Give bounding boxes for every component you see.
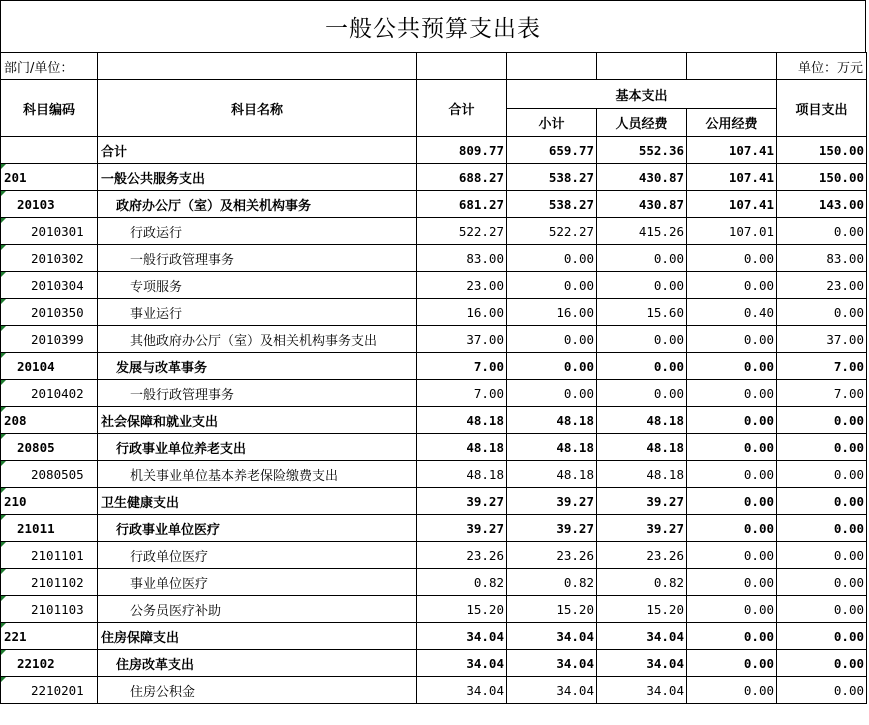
- subtotal-cell[interactable]: 16.00: [507, 299, 597, 326]
- subtotal-cell[interactable]: 34.04: [507, 623, 597, 650]
- public-cell[interactable]: 0.40: [687, 299, 777, 326]
- subject-name-cell[interactable]: 一般公共服务支出: [98, 164, 417, 191]
- total-cell[interactable]: 48.18: [417, 461, 507, 488]
- subject-name-cell[interactable]: 行政事业单位医疗: [98, 515, 417, 542]
- public-cell[interactable]: 0.00: [687, 623, 777, 650]
- total-cell[interactable]: 23.26: [417, 542, 507, 569]
- meta-empty-cell[interactable]: [687, 53, 777, 80]
- table-row: [1, 326, 867, 353]
- table-row: [1, 677, 867, 704]
- subject-name-cell[interactable]: 行政事业单位养老支出: [98, 434, 417, 461]
- table-row: [1, 218, 867, 245]
- project-cell[interactable]: 0.00: [777, 407, 867, 434]
- subject-code-cell[interactable]: 2010350: [1, 299, 98, 326]
- subtotal-cell[interactable]: 0.00: [507, 380, 597, 407]
- project-cell[interactable]: 37.00: [777, 326, 867, 353]
- subtotal-cell[interactable]: 0.00: [507, 245, 597, 272]
- personnel-cell[interactable]: 48.18: [597, 461, 687, 488]
- project-cell[interactable]: 83.00: [777, 245, 867, 272]
- subject-code-cell[interactable]: 21011: [1, 515, 98, 542]
- public-cell[interactable]: 0.00: [687, 677, 777, 704]
- subject-code-cell[interactable]: 2010399: [1, 326, 98, 353]
- meta-row: [1, 53, 867, 80]
- subject-code-cell[interactable]: 210: [1, 488, 98, 515]
- personnel-cell[interactable]: 48.18: [597, 434, 687, 461]
- public-cell[interactable]: 0.00: [687, 407, 777, 434]
- total-cell[interactable]: 48.18: [417, 434, 507, 461]
- personnel-cell[interactable]: 39.27: [597, 515, 687, 542]
- subtotal-cell[interactable]: 48.18: [507, 407, 597, 434]
- total-cell[interactable]: 37.00: [417, 326, 507, 353]
- subject-code-cell[interactable]: 2210201: [1, 677, 98, 704]
- public-cell[interactable]: 0.00: [687, 353, 777, 380]
- table-row: [1, 137, 867, 164]
- public-cell[interactable]: 107.41: [687, 164, 777, 191]
- public-cell[interactable]: 107.41: [687, 137, 777, 164]
- project-cell[interactable]: 0.00: [777, 218, 867, 245]
- project-cell[interactable]: 7.00: [777, 380, 867, 407]
- subject-name-cell[interactable]: 事业单位医疗: [98, 569, 417, 596]
- subject-code-cell[interactable]: 2080505: [1, 461, 98, 488]
- subtotal-cell[interactable]: 0.00: [507, 326, 597, 353]
- meta-empty-cell[interactable]: [597, 53, 687, 80]
- subject-name-cell[interactable]: 其他政府办公厅（室）及相关机构事务支出: [98, 326, 417, 353]
- table-row: [1, 569, 867, 596]
- subtotal-cell[interactable]: 538.27: [507, 191, 597, 218]
- total-cell[interactable]: 83.00: [417, 245, 507, 272]
- table-row: [1, 245, 867, 272]
- subtotal-cell[interactable]: 34.04: [507, 677, 597, 704]
- public-cell[interactable]: 0.00: [687, 569, 777, 596]
- meta-empty-cell[interactable]: [417, 53, 507, 80]
- public-cell[interactable]: 0.00: [687, 380, 777, 407]
- subtotal-cell[interactable]: 48.18: [507, 461, 597, 488]
- total-cell[interactable]: 16.00: [417, 299, 507, 326]
- public-cell[interactable]: 107.41: [687, 191, 777, 218]
- total-cell[interactable]: 34.04: [417, 650, 507, 677]
- subject-name-cell[interactable]: 事业运行: [98, 299, 417, 326]
- header-project[interactable]: 项目支出: [777, 80, 867, 137]
- total-cell[interactable]: 15.20: [417, 596, 507, 623]
- table-row: [1, 515, 867, 542]
- project-cell[interactable]: 0.00: [777, 488, 867, 515]
- subject-name-cell[interactable]: 发展与改革事务: [98, 353, 417, 380]
- subject-code-cell[interactable]: 2010402: [1, 380, 98, 407]
- subtotal-cell[interactable]: 538.27: [507, 164, 597, 191]
- personnel-cell[interactable]: 0.82: [597, 569, 687, 596]
- personnel-cell[interactable]: 23.26: [597, 542, 687, 569]
- subject-code-cell[interactable]: 20103: [1, 191, 98, 218]
- subject-code-cell[interactable]: 221: [1, 623, 98, 650]
- public-cell[interactable]: 0.00: [687, 596, 777, 623]
- public-cell[interactable]: 107.01: [687, 218, 777, 245]
- subject-name-cell[interactable]: 行政运行: [98, 218, 417, 245]
- personnel-cell[interactable]: 0.00: [597, 245, 687, 272]
- public-cell[interactable]: 0.00: [687, 461, 777, 488]
- project-cell[interactable]: 0.00: [777, 515, 867, 542]
- public-cell[interactable]: 0.00: [687, 272, 777, 299]
- subject-name-cell[interactable]: 卫生健康支出: [98, 488, 417, 515]
- public-cell[interactable]: 0.00: [687, 488, 777, 515]
- dept-value-cell[interactable]: [98, 53, 417, 80]
- total-cell[interactable]: 34.04: [417, 677, 507, 704]
- project-cell[interactable]: 150.00: [777, 137, 867, 164]
- personnel-cell[interactable]: 0.00: [597, 326, 687, 353]
- project-cell[interactable]: 0.00: [777, 461, 867, 488]
- header-name[interactable]: 科目名称: [98, 80, 417, 137]
- personnel-cell[interactable]: 34.04: [597, 650, 687, 677]
- project-cell[interactable]: 23.00: [777, 272, 867, 299]
- dept-label-cell[interactable]: 部门/单位：: [1, 53, 98, 80]
- personnel-cell[interactable]: 15.60: [597, 299, 687, 326]
- table-row: [1, 299, 867, 326]
- project-cell[interactable]: 150.00: [777, 164, 867, 191]
- total-cell[interactable]: 809.77: [417, 137, 507, 164]
- total-cell[interactable]: 39.27: [417, 515, 507, 542]
- subject-code-cell[interactable]: 201: [1, 164, 98, 191]
- subtotal-cell[interactable]: 0.00: [507, 272, 597, 299]
- subject-name-cell[interactable]: 住房公积金: [98, 677, 417, 704]
- table-row: [1, 650, 867, 677]
- personnel-cell[interactable]: 15.20: [597, 596, 687, 623]
- table-row: [1, 461, 867, 488]
- personnel-cell[interactable]: 430.87: [597, 191, 687, 218]
- subtotal-cell[interactable]: 39.27: [507, 515, 597, 542]
- subject-name-cell[interactable]: 一般行政管理事务: [98, 245, 417, 272]
- subtotal-cell[interactable]: 23.26: [507, 542, 597, 569]
- table-row: [1, 542, 867, 569]
- personnel-cell[interactable]: 34.04: [597, 677, 687, 704]
- header-personnel[interactable]: 人员经费: [597, 109, 687, 137]
- total-cell[interactable]: 0.82: [417, 569, 507, 596]
- table-row: [1, 191, 867, 218]
- project-cell[interactable]: 7.00: [777, 353, 867, 380]
- sheet-title: 一般公共预算支出表: [0, 0, 866, 52]
- subject-code-cell[interactable]: 2010301: [1, 218, 98, 245]
- header-code[interactable]: 科目编码: [1, 80, 98, 137]
- header-public[interactable]: 公用经费: [687, 109, 777, 137]
- project-cell[interactable]: 0.00: [777, 650, 867, 677]
- total-cell[interactable]: 48.18: [417, 407, 507, 434]
- header-basic[interactable]: 基本支出: [507, 80, 777, 109]
- subtotal-cell[interactable]: 15.20: [507, 596, 597, 623]
- table-row: [1, 380, 867, 407]
- personnel-cell[interactable]: 0.00: [597, 380, 687, 407]
- public-cell[interactable]: 0.00: [687, 650, 777, 677]
- subject-code-cell[interactable]: 2101102: [1, 569, 98, 596]
- subject-name-cell[interactable]: 机关事业单位基本养老保险缴费支出: [98, 461, 417, 488]
- total-cell[interactable]: 7.00: [417, 380, 507, 407]
- subtotal-cell[interactable]: 659.77: [507, 137, 597, 164]
- subject-code-cell[interactable]: 2010302: [1, 245, 98, 272]
- subject-name-cell[interactable]: 行政单位医疗: [98, 542, 417, 569]
- subject-name-cell[interactable]: 合计: [98, 137, 417, 164]
- subtotal-cell[interactable]: 0.00: [507, 353, 597, 380]
- subject-code-cell[interactable]: 2101101: [1, 542, 98, 569]
- total-cell[interactable]: 522.27: [417, 218, 507, 245]
- total-cell[interactable]: 688.27: [417, 164, 507, 191]
- subtotal-cell[interactable]: 522.27: [507, 218, 597, 245]
- project-cell[interactable]: 0.00: [777, 569, 867, 596]
- subject-code-cell[interactable]: 2010304: [1, 272, 98, 299]
- public-cell[interactable]: 0.00: [687, 245, 777, 272]
- project-cell[interactable]: 0.00: [777, 299, 867, 326]
- subject-name-cell[interactable]: 住房保障支出: [98, 623, 417, 650]
- public-cell[interactable]: 0.00: [687, 542, 777, 569]
- subject-name-cell[interactable]: 社会保障和就业支出: [98, 407, 417, 434]
- total-cell[interactable]: 39.27: [417, 488, 507, 515]
- table-row: [1, 434, 867, 461]
- total-cell[interactable]: 23.00: [417, 272, 507, 299]
- personnel-cell[interactable]: 48.18: [597, 407, 687, 434]
- subject-code-cell[interactable]: [1, 137, 98, 164]
- budget-table: [0, 52, 867, 704]
- personnel-cell[interactable]: 552.36: [597, 137, 687, 164]
- project-cell[interactable]: 0.00: [777, 677, 867, 704]
- total-cell[interactable]: 7.00: [417, 353, 507, 380]
- subtotal-cell[interactable]: 48.18: [507, 434, 597, 461]
- project-cell[interactable]: 0.00: [777, 596, 867, 623]
- personnel-cell[interactable]: 0.00: [597, 353, 687, 380]
- subject-code-cell[interactable]: 20104: [1, 353, 98, 380]
- personnel-cell[interactable]: 34.04: [597, 623, 687, 650]
- personnel-cell[interactable]: 415.26: [597, 218, 687, 245]
- header-row-1: [1, 80, 867, 109]
- personnel-cell[interactable]: 39.27: [597, 488, 687, 515]
- project-cell[interactable]: 0.00: [777, 434, 867, 461]
- subject-code-cell[interactable]: 22102: [1, 650, 98, 677]
- project-cell[interactable]: 143.00: [777, 191, 867, 218]
- subject-name-cell[interactable]: 一般行政管理事务: [98, 380, 417, 407]
- subtotal-cell[interactable]: 34.04: [507, 650, 597, 677]
- public-cell[interactable]: 0.00: [687, 326, 777, 353]
- table-row: [1, 623, 867, 650]
- subject-name-cell[interactable]: 住房改革支出: [98, 650, 417, 677]
- total-cell[interactable]: 34.04: [417, 623, 507, 650]
- table-row: [1, 596, 867, 623]
- personnel-cell[interactable]: 430.87: [597, 164, 687, 191]
- subject-name-cell[interactable]: 专项服务: [98, 272, 417, 299]
- table-row: [1, 164, 867, 191]
- project-cell[interactable]: 0.00: [777, 542, 867, 569]
- subject-code-cell[interactable]: 208: [1, 407, 98, 434]
- project-cell[interactable]: 0.00: [777, 623, 867, 650]
- public-cell[interactable]: 0.00: [687, 515, 777, 542]
- table-row: [1, 407, 867, 434]
- subtotal-cell[interactable]: 0.82: [507, 569, 597, 596]
- header-subtotal[interactable]: 小计: [507, 109, 597, 137]
- total-cell[interactable]: 681.27: [417, 191, 507, 218]
- unit-label-cell[interactable]: 单位：万元: [777, 53, 867, 80]
- personnel-cell[interactable]: 0.00: [597, 272, 687, 299]
- table-row: [1, 353, 867, 380]
- subtotal-cell[interactable]: 39.27: [507, 488, 597, 515]
- table-row: [1, 272, 867, 299]
- subject-code-cell[interactable]: 20805: [1, 434, 98, 461]
- subject-name-cell[interactable]: 政府办公厅（室）及相关机构事务: [98, 191, 417, 218]
- table-row: [1, 488, 867, 515]
- header-total[interactable]: 合计: [417, 80, 507, 137]
- subject-code-cell[interactable]: 2101103: [1, 596, 98, 623]
- subject-name-cell[interactable]: 公务员医疗补助: [98, 596, 417, 623]
- meta-empty-cell[interactable]: [507, 53, 597, 80]
- public-cell[interactable]: 0.00: [687, 434, 777, 461]
